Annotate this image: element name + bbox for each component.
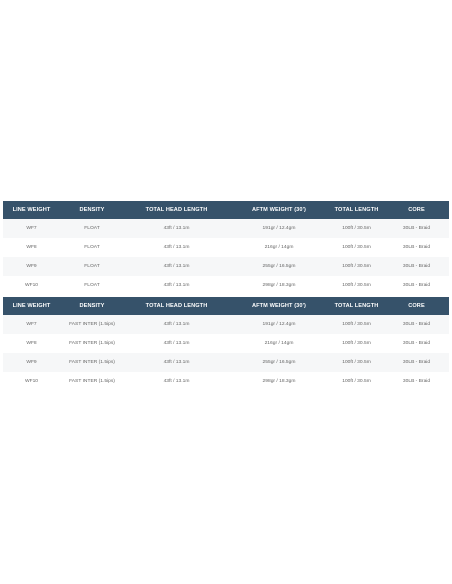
cell-aftm-weight: 216gr / 14gm <box>264 245 294 250</box>
cell-total-length: 100ft / 30.5m <box>329 315 384 334</box>
cell-core: 30LB - Braid <box>384 353 449 372</box>
cell-density: FAST INTER (1.5ips) <box>69 341 115 346</box>
header-density: DENSITY <box>60 201 124 219</box>
cell-line-weight: WF10 <box>24 379 39 384</box>
header-aftm-weight: AFTM WEIGHT (30') <box>229 201 329 219</box>
cell-head-length: 43ft / 13.1m <box>163 283 190 288</box>
cell-line-weight: WF7 <box>3 315 60 334</box>
spec-table-float <box>3 201 449 295</box>
cell-head-length: 43ft / 13.1m <box>124 257 229 276</box>
cell-aftm-weight: 191gr / 12.4gm <box>229 219 329 238</box>
cell-core: 30LB - Braid <box>402 245 431 250</box>
cell-total-length: 100ft / 30.5m <box>342 245 371 250</box>
cell-total-length: 100ft / 30.5m <box>329 353 384 372</box>
header-core: CORE <box>384 297 449 315</box>
cell-line-weight: WF9 <box>3 257 60 276</box>
header-line-weight: LINE WEIGHT <box>3 297 60 315</box>
spec-table-fast-inter <box>3 297 449 391</box>
cell-total-length: 100ft / 30.5m <box>342 283 371 288</box>
table-row <box>3 372 449 391</box>
cell-core: 30LB - Braid <box>402 283 431 288</box>
header-core: CORE <box>384 201 449 219</box>
cell-aftm-weight: 298gr / 18.3gm <box>262 283 296 288</box>
cell-density: FAST INTER (1.5ips) <box>60 315 124 334</box>
cell-density: FAST INTER (1.5ips) <box>69 379 115 384</box>
cell-density: FLOAT <box>60 257 124 276</box>
cell-core: 30LB - Braid <box>402 379 431 384</box>
table-header-row <box>3 201 449 219</box>
cell-line-weight: WF8 <box>26 245 37 250</box>
table-header-row <box>3 297 449 315</box>
cell-density: FLOAT <box>84 283 100 288</box>
cell-line-weight: WF10 <box>24 283 39 288</box>
cell-aftm-weight: 255gr / 16.5gm <box>229 353 329 372</box>
cell-aftm-weight: 298gr / 18.3gm <box>262 379 296 384</box>
table-row <box>3 257 449 276</box>
table-row <box>3 238 449 257</box>
cell-total-length: 100ft / 30.5m <box>329 219 384 238</box>
cell-line-weight: WF9 <box>3 353 60 372</box>
cell-line-weight: WF8 <box>26 341 37 346</box>
cell-core: 30LB - Braid <box>384 219 449 238</box>
cell-aftm-weight: 255gr / 16.5gm <box>229 257 329 276</box>
cell-density: FLOAT <box>60 219 124 238</box>
cell-density: FLOAT <box>84 245 100 250</box>
cell-core: 30LB - Braid <box>402 341 431 346</box>
cell-line-weight: WF7 <box>3 219 60 238</box>
cell-total-length: 100ft / 30.5m <box>329 257 384 276</box>
table-row <box>3 353 449 372</box>
header-total-length: TOTAL LENGTH <box>329 297 384 315</box>
cell-core: 30LB - Braid <box>384 257 449 276</box>
header-total-head-length: TOTAL HEAD LENGTH <box>124 297 229 315</box>
cell-head-length: 43ft / 13.1m <box>124 219 229 238</box>
cell-total-length: 100ft / 30.5m <box>342 379 371 384</box>
cell-aftm-weight: 216gr / 14gm <box>264 341 294 346</box>
header-line-weight: LINE WEIGHT <box>3 201 60 219</box>
cell-head-length: 43ft / 13.1m <box>124 315 229 334</box>
cell-core: 30LB - Braid <box>384 315 449 334</box>
cell-head-length: 43ft / 13.1m <box>163 341 190 346</box>
table-row <box>3 219 449 238</box>
header-aftm-weight: AFTM WEIGHT (30') <box>229 297 329 315</box>
table-row <box>3 334 449 353</box>
cell-total-length: 100ft / 30.5m <box>342 341 371 346</box>
cell-head-length: 43ft / 13.1m <box>124 353 229 372</box>
cell-aftm-weight: 191gr / 12.4gm <box>229 315 329 334</box>
table-row <box>3 276 449 295</box>
cell-head-length: 43ft / 13.1m <box>163 379 190 384</box>
table-row <box>3 315 449 334</box>
cell-density: FAST INTER (1.5ips) <box>60 353 124 372</box>
header-total-head-length: TOTAL HEAD LENGTH <box>124 201 229 219</box>
cell-head-length: 43ft / 13.1m <box>163 245 190 250</box>
header-total-length: TOTAL LENGTH <box>329 201 384 219</box>
header-density: DENSITY <box>60 297 124 315</box>
